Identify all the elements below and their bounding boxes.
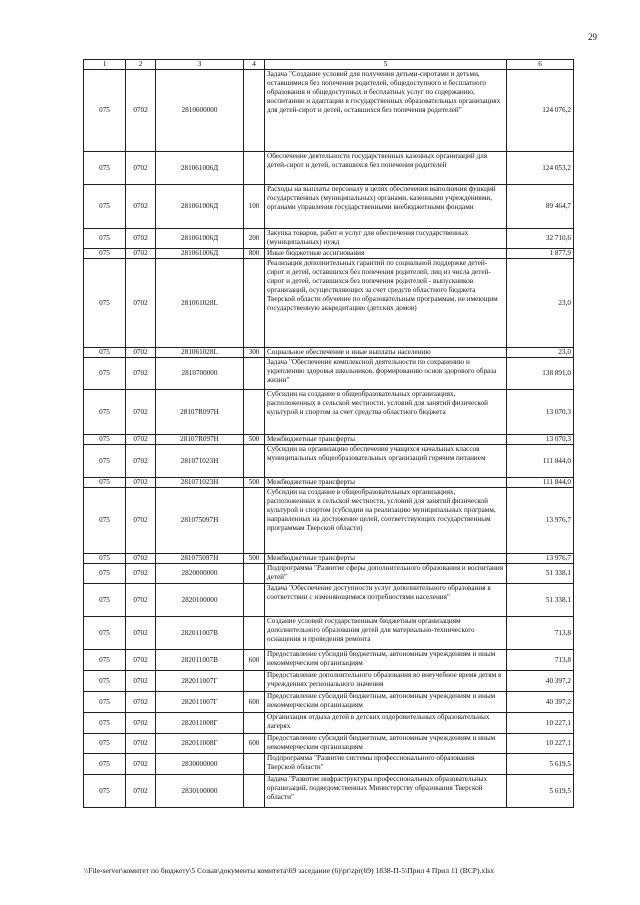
column-header: 4 [244,60,265,70]
target-article-cell: 2820100000 [156,584,244,617]
description-cell: Подпрограмма "Развитие системы профессионального образования Тверской области" [265,754,507,775]
expense-type-cell: 600 [244,734,265,754]
description-cell: Задача "Создание условий для получения детьми-сиротами и детьми, оставшимися без попечения родителей, общедоступного и бесплатного образования и общедоступных и бесплатных услуг по содержанию, воспитанию и адаптации в государственных образовательных организациях для детей-сирот и детей, оставшихся без попечения родителей" [265,70,507,152]
expense-type-cell: 800 [244,249,265,259]
subsection-code-cell: 0702 [126,713,156,734]
description-cell: Иные бюджетные ассигнования [265,249,507,259]
table-row [84,249,574,259]
amount-cell: 10 227,1 [507,713,574,734]
expense-type-cell [244,775,265,808]
expense-type-cell [244,584,265,617]
amount-cell: 13 976,7 [507,554,574,564]
subsection-code-cell: 0702 [126,185,156,229]
description-cell: Задача "Развитие инфраструктуры профессиональных образовательных организаций, подведомственных Министерству образования Тверской области" [265,775,507,808]
target-article-cell: 281071023H [156,445,244,478]
expense-type-cell [244,488,265,554]
description-cell: Предоставление субсидий бюджетным, автономным учреждениям и иным некоммерческим организациям [265,692,507,713]
section-code-cell: 075 [84,754,126,775]
expense-type-cell [244,445,265,478]
expense-type-cell [244,390,265,435]
subsection-code-cell: 0702 [126,671,156,692]
table-row [84,152,574,185]
description-cell: Задача "Обеспечение доступности услуг дополнительного образования в соответствии с изменяющимися потребностями населения" [265,584,507,617]
amount-cell: 13 976,7 [507,488,574,554]
subsection-code-cell: 0702 [126,734,156,754]
amount-cell: 5 619,5 [507,775,574,808]
section-code-cell: 075 [84,358,126,390]
table-row [84,229,574,249]
column-header: 2 [126,60,156,70]
section-code-cell: 075 [84,650,126,671]
target-article-cell: 281075097H [156,488,244,554]
table-row [84,584,574,617]
expense-type-cell: 500 [244,554,265,564]
table-row [84,754,574,775]
expense-type-cell [244,358,265,390]
section-code-cell: 075 [84,713,126,734]
table-row [84,390,574,435]
table-row [84,445,574,478]
table-row [84,358,574,390]
description-cell: Обеспечение деятельности государственных казенных организаций для детей-сирот и детей, оставшихся без попечения родителей [265,152,507,185]
amount-cell: 10 227,1 [507,734,574,754]
subsection-code-cell: 0702 [126,478,156,488]
table-row [84,185,574,229]
target-article-cell: 281071023H [156,478,244,488]
description-cell: Социальное обеспечение и иные выплаты населению [265,348,507,358]
description-cell: Создание условий государственным бюджетным организациям дополнительного образования детей для материально-технического оснащения и проведения ремонта [265,617,507,650]
description-cell: Предоставление субсидий бюджетным, автономным учреждениям и иным некоммерческим организациям [265,650,507,671]
table-row [84,554,574,564]
section-code-cell: 075 [84,554,126,564]
section-code-cell: 075 [84,445,126,478]
expense-type-cell [244,617,265,650]
subsection-code-cell: 0702 [126,564,156,584]
target-article-cell: 2830000000 [156,754,244,775]
target-article-cell: 2820000000 [156,564,244,584]
subsection-code-cell: 0702 [126,584,156,617]
expense-type-cell: 500 [244,435,265,445]
section-code-cell: 075 [84,70,126,152]
description-cell: Задача "Обеспечение комплексной деятельности по сохранению и укреплению здоровья школьников, формированию основ здорового образа жизни" [265,358,507,390]
amount-cell: 40 397,2 [507,671,574,692]
description-cell: Предоставление субсидий бюджетным, автономным учреждениям и иным некоммерческим организациям [265,734,507,754]
table-row [84,259,574,348]
subsection-code-cell: 0702 [126,554,156,564]
amount-cell: 713,8 [507,617,574,650]
column-header: 1 [84,60,126,70]
amount-cell: 111 844,0 [507,445,574,478]
subsection-code-cell: 0702 [126,390,156,435]
section-code-cell: 075 [84,259,126,348]
subsection-code-cell: 0702 [126,152,156,185]
subsection-code-cell: 0702 [126,617,156,650]
description-cell: Межбюджетные трансферты [265,554,507,564]
target-article-cell: 281061006Д [156,152,244,185]
amount-cell: 23,0 [507,348,574,358]
column-header: 3 [156,60,244,70]
target-article-cell: 282011007Г [156,692,244,713]
expense-type-cell: 500 [244,478,265,488]
column-header: 6 [507,60,574,70]
amount-cell: 124 076,2 [507,70,574,152]
amount-cell: 40 397,2 [507,692,574,713]
subsection-code-cell: 0702 [126,754,156,775]
target-article-cell: 281061028L [156,259,244,348]
amount-cell: 1 877,9 [507,249,574,259]
target-article-cell: 282011007B [156,617,244,650]
amount-cell: 51 338,1 [507,584,574,617]
section-code-cell: 075 [84,584,126,617]
table-row [84,775,574,808]
expense-type-cell [244,671,265,692]
expense-type-cell [244,259,265,348]
subsection-code-cell: 0702 [126,348,156,358]
target-article-cell: 281061006Д [156,185,244,229]
target-article-cell: 2810700000 [156,358,244,390]
description-cell: Субсидии на организацию обеспечения учащихся начальных классов муниципальных общеобразовательных организаций горячим питанием [265,445,507,478]
table-row [84,617,574,650]
table-row [84,564,574,584]
expense-type-cell [244,713,265,734]
description-cell: Субсидии на создание в общеобразовательных организациях, расположенных в сельской местности, условий для занятий физической культурой и спортом за счет средства областного бюджета [265,390,507,435]
subsection-code-cell: 0702 [126,358,156,390]
section-code-cell: 075 [84,229,126,249]
amount-cell: 13 070,3 [507,435,574,445]
target-article-cell: 281061006Д [156,229,244,249]
table-row [84,348,574,358]
table-row [84,488,574,554]
table-row [84,478,574,488]
amount-cell: 23,0 [507,259,574,348]
subsection-code-cell: 0702 [126,249,156,259]
table-row [84,692,574,713]
target-article-cell: 28107R097H [156,390,244,435]
expense-type-cell [244,152,265,185]
amount-cell: 13 070,3 [507,390,574,435]
target-article-cell: 281075097H [156,554,244,564]
section-code-cell: 075 [84,478,126,488]
expense-type-cell [244,754,265,775]
section-code-cell: 075 [84,152,126,185]
amount-cell: 32 710,6 [507,229,574,249]
section-code-cell: 075 [84,348,126,358]
amount-cell: 51 338,1 [507,564,574,584]
expense-type-cell: 300 [244,348,265,358]
description-cell: Закупка товаров, работ и услуг для обеспечения государственных (муниципальных) нужд [265,229,507,249]
target-article-cell: 2830100000 [156,775,244,808]
subsection-code-cell: 0702 [126,435,156,445]
target-article-cell: 282011007B [156,650,244,671]
amount-cell: 138 891,0 [507,358,574,390]
table-header-row [84,60,574,70]
expense-type-cell: 600 [244,692,265,713]
table-row [84,713,574,734]
description-cell: Расходы на выплаты персоналу в целях обеспечения выполнения функций государственных (муниципальных) органами, казенными учреждениями, органами управления государственными внебюджетными фондами [265,185,507,229]
file-path-footer: \\File-server\комитет по бюджету\5 Созыв\документы комитета\69 заседание (6)\pr\zpr(69) 1838-П-5\Прил 4 Прил 11 (ВСР).xlsx [84,866,495,875]
target-article-cell: 282011008Г [156,713,244,734]
target-article-cell: 2810600000 [156,70,244,152]
section-code-cell: 075 [84,185,126,229]
subsection-code-cell: 0702 [126,775,156,808]
table-row [84,70,574,152]
subsection-code-cell: 0702 [126,692,156,713]
target-article-cell: 282011007Г [156,671,244,692]
expense-type-cell [244,70,265,152]
table-row [84,734,574,754]
target-article-cell: 281061028L [156,348,244,358]
page-number: 29 [588,32,597,42]
section-code-cell: 075 [84,617,126,650]
description-cell: Межбюджетные трансферты [265,478,507,488]
target-article-cell: 281061006Д [156,249,244,259]
description-cell: Реализация дополнительных гарантий по социальной поддержке детей-сирот и детей, оставшихся без попечения родителей, лиц из числа детей-сирот и детей, оставшихся без попечения родителей - выпускников организаций, осуществляющих за счет средств областного бюджета Тверской области обучение по образовательным программам, не имеющим государственную аккредитацию (детских домов) [265,259,507,348]
section-code-cell: 075 [84,390,126,435]
description-cell: Организация отдыха детей в детских оздоровительных образовательных лагерях [265,713,507,734]
amount-cell: 124 053,2 [507,152,574,185]
budget-table [83,59,574,808]
amount-cell: 89 464,7 [507,185,574,229]
expense-type-cell: 100 [244,185,265,229]
subsection-code-cell: 0702 [126,650,156,671]
section-code-cell: 075 [84,734,126,754]
column-header: 5 [265,60,507,70]
amount-cell: 713,8 [507,650,574,671]
subsection-code-cell: 0702 [126,445,156,478]
section-code-cell: 075 [84,249,126,259]
section-code-cell: 075 [84,435,126,445]
section-code-cell: 075 [84,671,126,692]
target-article-cell: 282011008Г [156,734,244,754]
section-code-cell: 075 [84,488,126,554]
description-cell: Межбюджетные трансферты [265,435,507,445]
expense-type-cell: 200 [244,229,265,249]
target-article-cell: 28107R097H [156,435,244,445]
subsection-code-cell: 0702 [126,259,156,348]
section-code-cell: 075 [84,692,126,713]
subsection-code-cell: 0702 [126,488,156,554]
table-row [84,671,574,692]
table-row [84,650,574,671]
section-code-cell: 075 [84,775,126,808]
subsection-code-cell: 0702 [126,70,156,152]
description-cell: Подпрограмма "Развитие сферы дополнительного образования и воспитания детей" [265,564,507,584]
amount-cell: 5 619,5 [507,754,574,775]
expense-type-cell: 600 [244,650,265,671]
description-cell: Предоставление дополнительного образования во внеучебное время детям в учреждениях регионального значения [265,671,507,692]
amount-cell: 111 844,0 [507,478,574,488]
subsection-code-cell: 0702 [126,229,156,249]
expense-type-cell [244,564,265,584]
section-code-cell: 075 [84,564,126,584]
description-cell: Субсидии на создание в общеобразовательных организациях, расположенных в сельской местности, условий для занятий физической культурой и спортом (субсидии на реализацию муниципальных программ, направленных на достижение целей, соответствующих государственным программам Тверской области) [265,488,507,554]
table-row [84,435,574,445]
